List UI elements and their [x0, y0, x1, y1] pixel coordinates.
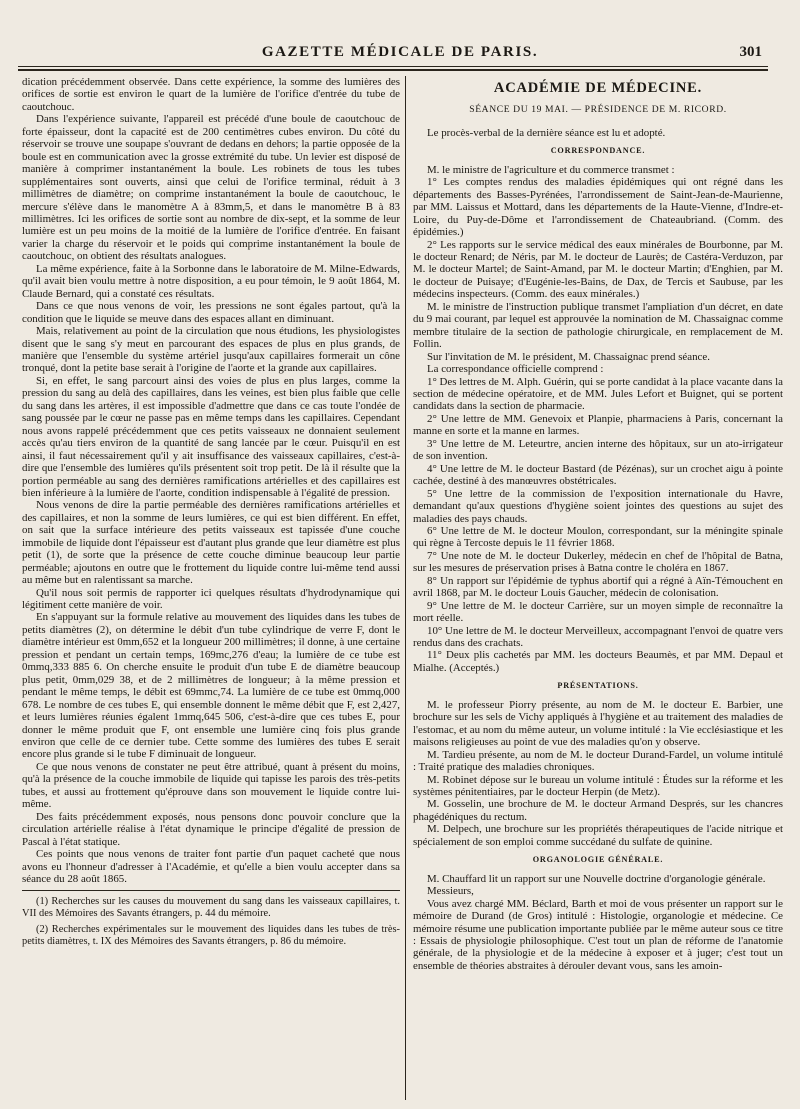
article-paragraph: Des faits précédemment exposés, nous pensons donc pouvoir conclure que la circulation artérielle réalise à l'état dynamique le principe d'égalité de pression de Pascal à l'état statique. — [22, 810, 400, 848]
organologie-paragraph: Messieurs, — [427, 885, 474, 898]
correspondance-item: 4° Une lettre de M. le docteur Bastard (de Pézénas), sur un crochet aigu à pointe cachée, destiné à des manœuvres obstétricales. — [413, 462, 783, 488]
correspondance-item: 5° Une lettre de la commission de l'exposition internationale du Havre, demandant qu'aux questions d'hygiène soient jointes des questions au sujet des maladies des pays chauds. — [413, 487, 783, 525]
article-paragraph: La même expérience, faite à la Sorbonne dans le laboratoire de M. Milne-Edwards, qu'il avait bien voulu mettre à notre disposition, a eu pour témoin, le 9 août 1864, M. Claude Bernard, qui a constaté ces résultats. — [22, 262, 400, 300]
article-paragraph: dication précédemment observée. Dans cette expérience, la somme des lumières des orifices de sortie est environ le quart de la lumière de l'orifice d'entrée du tube de caoutchouc. — [22, 76, 400, 113]
page-header-title: GAZETTE MÉDICALE DE PARIS. — [261, 44, 539, 60]
session-heading: SÉANCE DU 19 MAI. — PRÉSIDENCE DE M. RICORD. — [469, 104, 727, 116]
page-number: 301 — [739, 44, 762, 60]
correspondance-item: 7° Une note de M. le docteur Dukerley, médecin en chef de l'hôpital de Batna, sur les mesures de préservation prises à Batna contre le choléra en 1867. — [413, 549, 783, 575]
article-paragraph: Dans l'expérience suivante, l'appareil est précédé d'une boule de caoutchouc de forte épaisseur, dont la capacité est de 200 centimètres cubes environ. Du côté du réservoir se trouve une soupape s'ouvrant de dedans en dehors; la partie opposée de la boule est en communication avec la grosse extrémité du tube. Un levier est disposé de manière à comprimer instantanément la boule. Les robinets de tous les tubes supplémentaires sont ouverts, ainsi que celui de l'orifice terminal, réduit à 3 millimètres de diamètre; on comprime instantanément la boule de caoutchouc, le mercure s'élève dans le manomètre A à 83mm,5, et dans le manomètre B à 83 millimètres. Ici les orifices de sortie sont au nombre de dix-sept, et la somme de leur lumière est un peu moins de la moitié de la lumière de l'orifice d'entrée. En faisant varier la charge du réservoir et le poids qui comprime instantanément la boule de caoutchouc, on obtient des résultats analogues. — [22, 113, 400, 263]
article-paragraph: Ce que nous venons de constater ne peut être attribué, quant à présent du moins, qu'à la présence de la couche immobile de liquide qui tapisse les parois des très-petits tubes, et aussi au frottement qu'éprouve dans son mouvement le liquide contre lui-même. — [22, 760, 400, 811]
correspondance-item: 3° Une lettre de M. Leteurtre, ancien interne des hôpitaux, sur un ato-irrigateur de son invention. — [413, 437, 783, 463]
presentation-item: M. le professeur Piorry présente, au nom de M. le docteur E. Barbier, une brochure sur les sels de Vichy appliqués à l'hygiène et au traitement des maladies de l'estomac, et au nom du même auteur, un volume intitulé : la Vie ecclésiastique et les maisons religieuses au point de vue des maladies qu'on y observe. — [413, 698, 783, 749]
presentation-item: M. Gosselin, une brochure de M. le docteur Armand Després, sur les chancres phagédéniques du rectum. — [413, 798, 783, 823]
article-paragraph: Nous venons de dire la partie perméable des dernières ramifications artérielles et des capillaires, et non la somme de leurs lumières, ce qui est bien différent. En effet, on sait que la surface intérieure des petits vaisseaux est tapissée d'une couche immobile de liquide dont l'épaisseur est d'autant plus grande que leur diamètre est plus petit (1), de sorte que la présence de cette couche diminue beaucoup leur partie perméable; ajoutons en outre que le frottement du liquide contre lui-même tend aussi au même but en ralentissant sa marche. — [22, 499, 400, 587]
correspondance-item: 6° Une lettre de M. le docteur Moulon, correspondant, sur la méningite spinale qui règne à Tercoste depuis le 11 février 1868. — [413, 524, 783, 550]
academy-heading: ACADÉMIE DE MÉDECINE. — [493, 80, 703, 96]
header-rule-thick — [18, 69, 768, 71]
proces-verbal: Le procès-verbal de la dernière séance est lu et adopté. — [427, 126, 666, 139]
correspondance-heading: CORRESPONDANCE. — [550, 146, 646, 156]
article-paragraph: Qu'il nous soit permis de rapporter ici quelques résultats d'hydrodynamique qui légitiment cette manière de voir. — [22, 586, 400, 612]
presentation-item: M. Delpech, une brochure sur les propriétés thérapeutiques de l'acide nitrique et spécialement de son emploi comme succédané du sulfate de quinine. — [413, 823, 783, 848]
correspondance-item: M. le ministre de l'instruction publique transmet l'ampliation d'un décret, en date du 9 mai courant, par lequel est approuvée la nomination de M. Chassaignac comme membre titulaire de la section de pathologie chirurgicale, en remplacement de M. Follin. — [413, 300, 783, 351]
article-paragraph: Ces points que nous venons de traiter font partie d'un paquet cacheté que nous avons eu l'honneur d'adresser à l'Académie, et qu'elle a bien voulu accepter dans sa séance du 28 août 1865. — [22, 848, 400, 885]
article-paragraph: Mais, relativement au point de la circulation que nous étudions, les physiologistes disent que le sang s'y meut en parcourant des espaces de plus en plus grands, de manière que l'ensemble du système artériel jusqu'aux capillaires formerait un cône tronqué, dont la petite base serait à l'origine de l'aorte et la grande aux capillaires. — [22, 325, 400, 375]
presentation-item: M. Tardieu présente, au nom de M. le docteur Durand-Fardel, un volume intitulé : Traité pratique des maladies chroniques. — [413, 748, 783, 774]
correspondance-item: 11° Deux plis cachetés par MM. les docteurs Beaumès, et par MM. Depaul et Mialhe. (Acceptés.) — [413, 649, 783, 674]
presentation-item: M. Robinet dépose sur le bureau un volume intitulé : Études sur la réforme et les systèmes pénitentiaires, par le docteur Herpin (de Metz). — [413, 773, 783, 799]
correspondance-item: Sur l'invitation de M. le président, M. Chassaignac prend séance. — [427, 350, 710, 363]
left-column — [22, 76, 400, 1100]
header-rule-thin — [18, 66, 768, 67]
correspondance-item: 1° Des lettres de M. Alph. Guérin, qui se porte candidat à la place vacante dans la section de médecine opératoire, et de MM. Jules Lefort et Buignet, qui se portent candidats dans la section de pharmacie. — [413, 375, 783, 413]
correspondance-item: 9° Une lettre de M. le docteur Carrière, sur un moyen simple de reconnaître la mort réelle. — [413, 599, 783, 625]
footnote: (2) Recherches expérimentales sur le mouvement des liquides dans les tubes de très-petits diamètres, t. IX des Mémoires des Savants étrangers, p. 86 du mémoire. — [22, 924, 400, 948]
correspondance-item: 2° Les rapports sur le service médical des eaux minérales de Bourbonne, par M. le docteur Renard; de Néris, par M. le docteur de Laurès; de Castéra-Verduzon, par M. le docteur Martel; de Saint-Amand, par M. le docteur Martin; d'Enghien, par M. le docteur de Puisaye; d'Eugénie-les-Bains, de Dax, de Tercis et Saubuse, par les médecins inspecteurs. (Comm. des eaux minérales.) — [413, 238, 783, 301]
presentations-heading: PRÉSENTATIONS. — [557, 681, 639, 691]
article-paragraph: Si, en effet, le sang parcourt ainsi des voies de plus en plus larges, comme la pression du sang au delà des capillaires, dans les veines, est bien plus faible que celle du sang dans les artères, il est impossible d'admettre que dans ce cas toute l'ondée de sang poussée par le cœur ne passe pas en même temps dans les capillaires. Cependant nous avons rappelé précédemment que ces petits vaisseaux ne donnaient seulement accès qu'au tiers environ de la quantité de sang lancée par le cœur. Puisqu'il en est ainsi, il faut nécessairement qu'il y ait insuffisance des vaisseaux capillaires, c'est-à-dire que l'ensemble des lumières qu'ils présentent soit trop petit. De là il résulte que la portion perméable au sang des dernières ramifications artérielles et des capillaires est bien inférieure à la lumière de l'aorte, condition indispensable à l'égalité de pression. — [22, 374, 400, 499]
organologie-paragraph: Vous avez chargé MM. Béclard, Barth et moi de vous présenter un rapport sur le mémoire de Durand (de Gros) intitulé : Histologie, organologie et médecine. Ce mémoire résume une publication importante publiée par le même auteur sous ce titre : Essais de physiologie philosophique. C'est tout un plan de réforme de l'anatomie générale, de la physiologie et de la médecine à exposer et à juger; c'est tout un ensemble de théories abstraites à dérouler devant vous, sans les amoin- — [413, 897, 783, 972]
organologie-heading: ORGANOLOGIE GÉNÉRALE. — [532, 855, 664, 865]
article-paragraph: En s'appuyant sur la formule relative au mouvement des liquides dans les tubes de petits diamètres (2), on détermine le débit d'un tube cylindrique de verre F, dont le diamètre intérieur est 0mm,652 et la longueur 200 millimètres; il donne, à une certaine pression et pendant un certain temps, 169mc,276 d'eau; la lumière de ce tube est 0mmq,333 885 6. On cherche ensuite le produit d'un tube E de diamètre beaucoup plus petit, 0mm,029 38, et de 2 millimètres de longueur; à la même pression et pendant le même temps, le débit est 69mmc,74. La lumière de ce tube est 0mmq,000 678. Le nombre de ces tubes E, qui ensemble donnent le même débit que F, est 2,427, et leurs lumières réunies égalent 1mmq,645 506, c'est-à-dire que ces tubes E, pour donner le même produit que F, ont ensemble une lumière cinq fois plus grande environ que celle de ce dernier tube. Cette somme des lumières des tubes E serait encore plus grande si le tube F diminuait de longueur. — [22, 611, 400, 761]
correspondance-item: 10° Une lettre de M. le docteur Merveilleux, accompagnant l'envoi de quatre vers rendus dans des crachats. — [413, 624, 783, 650]
footnote-rule — [22, 890, 400, 891]
correspondance-item: 8° Un rapport sur l'épidémie de typhus abortif qui a régné à Aïn-Témouchent en avril 1868, par M. le docteur Louis Gaucher, médecin de colonisation. — [413, 574, 783, 600]
correspondance-item: M. le ministre de l'agriculture et du commerce transmet : — [427, 163, 675, 176]
footnote: (1) Recherches sur les causes du mouvement du sang dans les vaisseaux capillaires, t. VII des Mémoires des Savants étrangers, p. 44 du mémoire. — [22, 896, 400, 920]
right-column — [413, 76, 783, 1100]
correspondance-item: La correspondance officielle comprend : — [427, 363, 604, 376]
article-paragraph: Dans ce que nous venons de voir, les pressions ne sont égales partout, qu'à la condition que le liquide se meuve dans des espaces allant en diminuant. — [22, 300, 400, 325]
organologie-paragraph: M. Chauffard lit un rapport sur une Nouvelle doctrine d'organologie générale. — [427, 872, 766, 885]
correspondance-item: 2° Une lettre de MM. Genevoix et Planpie, pharmaciens à Paris, concernant la manne en sorte et la manne en larmes. — [413, 412, 783, 438]
correspondance-item: 1° Les comptes rendus des maladies épidémiques qui ont régné dans les départements des Basses-Pyrénées, l'arrondissement de Saint-Jean-de-Maurienne, par MM. Laissus et Mottard, dans les départements de la Haute-Vienne, d'Indre-et-Loire, du Puy-de-Dôme et l'arrondissement de Chateaubriand. (Comm. des épidémies.) — [413, 176, 783, 239]
column-divider — [405, 76, 406, 1100]
